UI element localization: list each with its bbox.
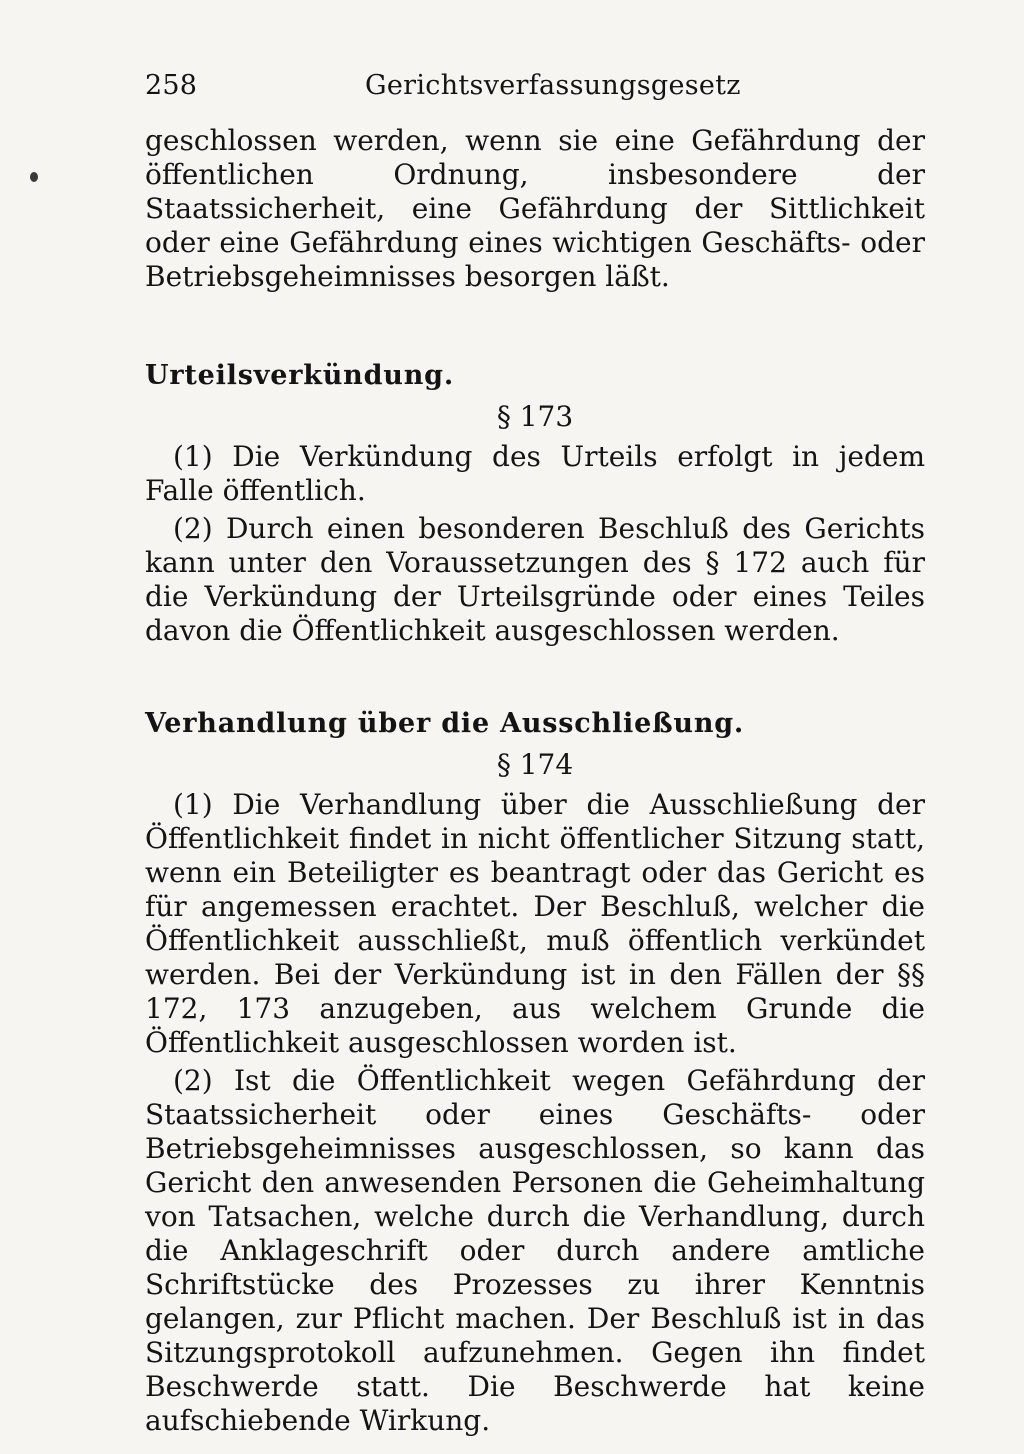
section-number-173: § 173 [496, 400, 574, 433]
paragraph-174-2: (2) Ist die Öffentlichkeit wegen Gefährdung der Staatssicherheit oder eines Geschäfts- oder Betriebsgeheimnisses ausgeschlossen, so kann das Gericht den anwesenden Personen die Geheimhaltung von Tatsachen, welche durch die Verhandlung, durch die Anklageschrift oder durch andere amtliche Schriftstücke des Prozesses zu ihrer Kenntnis gelangen, zur Pflicht machen. Der Beschluß ist in das Sitzungsprotokoll aufzunehmen. Gegen ihn findet Beschwerde statt. Die Beschwerde hat keine aufschiebende Wirkung. [145, 1064, 925, 1437]
paragraph-173-2: (2) Durch einen besonderen Beschluß des Gerichts kann unter den Voraussetzungen des § 172 auch für die Verkündung der Urteilsgründe oder eines Teiles davon die Öffentlichkeit ausgeschlossen werden. [145, 512, 925, 647]
intro-paragraph: geschlossen werden, wenn sie eine Gefährdung der öffentlichen Ordnung, insbesondere der Staatssicherheit, eine Gefährdung der Sittlichkeit oder eine Gefährdung eines wichtigen Geschäfts- oder Betriebsgeheimnisses besorgen läßt. [145, 124, 925, 293]
section-number-174: § 174 [496, 748, 574, 781]
section-heading-ausschliessung: Verhandlung über die Ausschließung. [145, 708, 745, 739]
section-heading-urteilsverkuendung: Urteilsverkündung. [145, 360, 455, 391]
page-number: 258 [145, 70, 198, 101]
paragraph-174-1: (1) Die Verhandlung über die Ausschließung der Öffentlichkeit findet in nicht öffentlicher Sitzung statt, wenn ein Beteiligter es beantragt oder das Gericht es für angemessen erachtet. Der Beschluß, welcher die Öffentlichkeit ausschließt, muß öffentlich verkündet werden. Bei der Verkündung ist in den Fällen der §§ 172, 173 anzugeben, aus welchem Grunde die Öffentlichkeit ausgeschlossen worden ist. [145, 788, 925, 1059]
paragraph-173-1: (1) Die Verkündung des Urteils erfolgt in jedem Falle öffentlich. [145, 440, 925, 507]
book-page [145, 70, 925, 1437]
ink-speck [30, 172, 38, 182]
running-head [145, 70, 925, 124]
running-title: Gerichtsverfassungsgesetz [365, 70, 741, 101]
